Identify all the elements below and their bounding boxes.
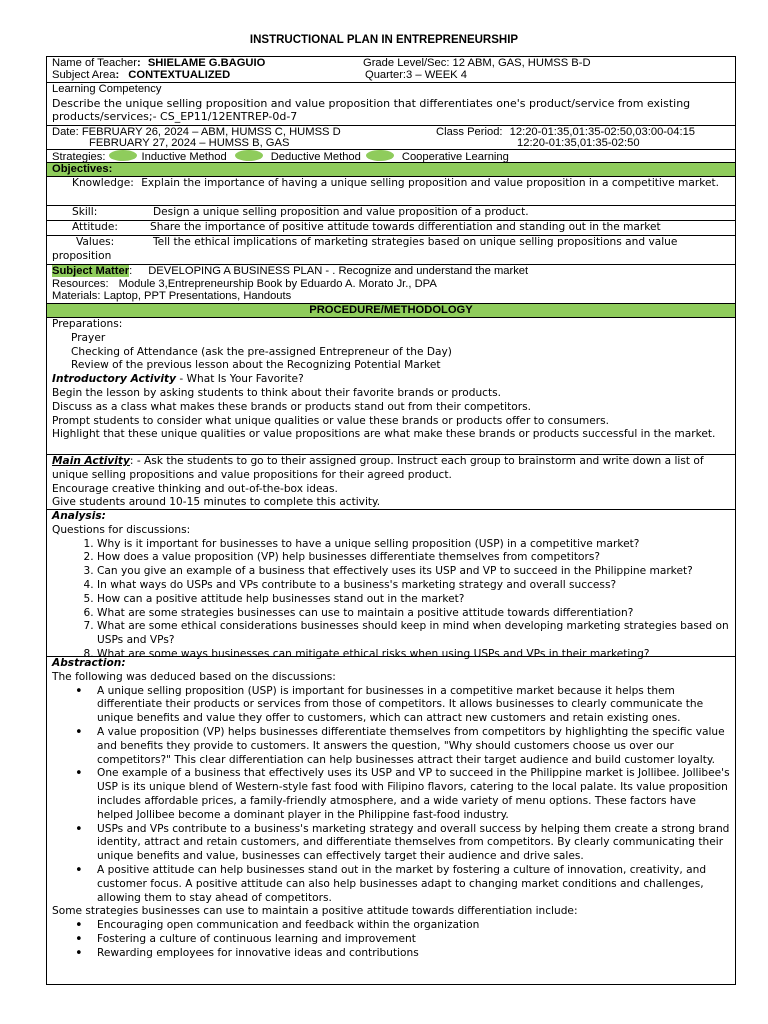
abstraction-point: • USPs and VPs contribute to a business's marketing strategy and overall success by helping them create a strong brand identity, attract and retain customers, and differentiate themselves from competitors. By clearly communicating their unique benefits and value, businesses can effectively target their audience and drive sales. (97, 823, 730, 864)
intro-line: Prompt students to consider what unique qualities or value these brands or products offer to consumers. (52, 414, 609, 427)
question-item: 8. What are some ways businesses can mitigate ethical risks when using USPs and VPs in their marketing? (97, 648, 730, 662)
intro-activity-label: Introductory Activity (52, 373, 176, 386)
class-period-label: Class Period: (436, 126, 503, 138)
intro-line: Highlight that these unique qualities or value propositions are what make these brands or products successful in the market. (52, 428, 716, 441)
objective-attitude (47, 221, 735, 236)
question-item: 2. How does a value proposition (VP) help businesses differentiate themselves from competitors? (97, 551, 730, 565)
abstraction-point: • A unique selling proposition (USP) is important for businesses in a competitive market because it helps them differentiate their products or services from those of competitors. It allows businesses to clearly communicate the unique benefits and value they offer to customers, which can attract new customers and retain existing ones. (97, 685, 730, 726)
date-line-2: FEBRUARY 27, 2024 – HUMSS B, GAS (89, 137, 290, 149)
date-row (47, 126, 735, 150)
subject-matter-topic: DEVELOPING A BUSINESS PLAN - . Recognize and understand the market (148, 265, 529, 277)
main-activity-line: Give students around 10-15 minutes to complete this activity. (52, 496, 381, 509)
strategy-point: • Fostering a culture of continuous learning and improvement (97, 933, 730, 947)
attitude-label: Attitude: (72, 221, 118, 233)
resources-text: Module 3,Entrepreneurship Book by Eduardo A. Morato Jr., DPA (118, 277, 437, 290)
knowledge-text: Explain the importance of having a unique selling proposition and value proposition in a competitive market. (141, 177, 719, 189)
question-item: 4. In what ways do USPs and VPs contribute to a business's marketing strategy and overall success? (97, 579, 730, 593)
plan-table (46, 56, 736, 985)
strategy-point: • Rewarding employees for innovative ideas and contributions (97, 947, 730, 961)
questions-label: Questions for discussions: (52, 523, 191, 536)
strategy-cooperative: Cooperative Learning (401, 151, 509, 163)
attitude-text: Share the importance of positive attitude towards differentiation and standing out in the market (150, 221, 661, 233)
question-item: 7. What are some ethical considerations businesses should keep in mind when developing marketing strategies based on USPs and VPs? (97, 620, 730, 648)
values-label: Values: (76, 236, 115, 248)
question-item: 1. Why is it important for businesses to have a unique selling proposition (USP) in a competitive market? (97, 538, 730, 552)
abstraction-list (52, 685, 730, 906)
learning-competency-row (47, 83, 735, 126)
objectives-header: Objectives: (47, 163, 735, 177)
strategies-row (47, 150, 735, 163)
resources-label: Resources: (52, 277, 109, 290)
abstraction-point: • A value proposition (VP) helps businesses differentiate themselves from competitors by highlighting the specific value and benefits they provide to customers. It answers the question, "Why should customers choose us over our competitors?" This clear differentiation can help businesses attract their target audience and build customer loyalty. (97, 726, 730, 767)
teacher-label: Name of Teacher (52, 57, 137, 69)
abstraction-point: • One example of a business that effectively uses its USP and VP to succeed in the Philippine market is Jollibee. Jollibee's USP is its unique blend of Western-style fast food with Filipino flavors, catering to the local palate. Its value proposition includes affordable prices, a family-friendly atmosphere, and a wide variety of menu options. These factors have helped Jollibee become a dominant player in the Philippine fast-food industry. (97, 767, 730, 822)
skill-text: Design a unique selling proposition and value proposition of a product. (153, 206, 529, 218)
abstraction-intro: The following was deduced based on the discussions: (52, 670, 336, 683)
materials-text: Materials: Laptop, PPT Presentations, Handouts (52, 290, 292, 302)
values-text: Tell the ethical implications of marketing strategies based on unique selling propositions and value proposition (52, 236, 678, 262)
question-list (52, 538, 730, 662)
teacher-subject-row: Name of Teacher: SHIELAME G.BAGUIO Grade Level/Sec: 12 ABM, GAS, HUMSS B-D Subject Area: CONTEXTUALIZED Quarter:3 – WEEK 4 (47, 57, 735, 83)
main-activity-text: : - Ask the students to go to their assigned group. Instruct each group to brainstorm and write down a list of unique selling propositions and value propositions for their agreed product. (52, 455, 704, 481)
main-activity-line: Encourage creative thinking and out-of-the-box ideas. (52, 482, 338, 495)
grade-level: Grade Level/Sec: 12 ABM, GAS, HUMSS B-D (363, 57, 591, 69)
subject-matter-label: Subject Matter (52, 265, 130, 277)
strategy-list (52, 919, 730, 960)
strategy-marker-icon (366, 150, 394, 161)
document-title: INSTRUCTIONAL PLAN IN ENTREPRENEURSHIP (249, 34, 519, 46)
competency-text: Describe the unique selling proposition and value proposition that differentiates one's product/service from existing products/services;- CS_EP11/12ENTREP-0d-7 (52, 96, 691, 124)
question-item: 5. How can a positive attitude help businesses stand out in the market? (97, 593, 730, 607)
competency-label: Learning Competency (52, 83, 162, 95)
teacher-name: SHIELAME G.BAGUIO (147, 57, 266, 69)
question-item: 6. What are some strategies businesses can use to maintain a positive attitude towards differentiation? (97, 607, 730, 621)
objective-knowledge (47, 177, 735, 206)
date-line-1: Date: FEBRUARY 26, 2024 – ABM, HUMSS C, HUMSS D (52, 126, 341, 138)
strategy-marker-icon (235, 150, 263, 161)
abstraction-label: Abstraction: (52, 657, 126, 669)
strategies-label: Strategies: (52, 151, 106, 163)
preparations-label: Preparations: (52, 318, 123, 330)
intro-line: Discuss as a class what makes these brands or products stand out from their competitors. (52, 400, 531, 413)
class-period-2: 12:20-01:35,01:35-02:50 (517, 137, 640, 149)
strategy-point: • Encouraging open communication and feedback within the organization (97, 919, 730, 933)
subject-label: Subject Area (52, 69, 116, 81)
preparations-section (47, 318, 735, 455)
analysis-section (47, 510, 735, 660)
objective-values (47, 236, 735, 265)
subject-value: CONTEXTUALIZED (128, 69, 231, 81)
main-activity-label: Main Activity (52, 455, 130, 467)
question-item: 3. Can you give an example of a business that effectively uses its USP and VP to succeed in the Philippine market? (97, 565, 730, 579)
skill-label: Skill: (72, 206, 98, 218)
abstraction-section (47, 657, 735, 984)
objective-skill (47, 206, 735, 221)
subject-matter-row: Subject Matter: DEVELOPING A BUSINESS PLAN - . Recognize and understand the market Resources: Module 3,Entrepreneurship Book by Eduardo A. Morato Jr., DPA Materials: Laptop, PPT Presentations, Handouts (47, 265, 735, 304)
intro-activity-title: - What Is Your Favorite? (175, 373, 304, 386)
abstraction-point: • A positive attitude can help businesses stand out in the market by fostering a culture of innovation, creativity, and customer focus. A positive attitude can also help businesses adapt to changing market conditions and challenges, allowing them to stay ahead of competitors. (97, 864, 730, 905)
main-activity-section (47, 455, 735, 510)
intro-line: Begin the lesson by asking students to think about their favorite brands or products. (52, 386, 502, 399)
prep-item: Prayer (71, 331, 106, 344)
strategy-deductive: Deductive Method (270, 151, 361, 163)
analysis-label: Analysis: (52, 510, 106, 522)
class-period-1: 12:20-01:35,01:35-02:50,03:00-04:15 (509, 126, 696, 138)
prep-item: Review of the previous lesson about the Recognizing Potential Market (71, 359, 441, 372)
strategies-intro: Some strategies businesses can use to maintain a positive attitude towards differentiation include: (52, 905, 578, 918)
strategy-inductive: Inductive Method (141, 151, 227, 163)
procedure-header: PROCEDURE/METHODOLOGY (47, 304, 735, 318)
prep-item: Checking of Attendance (ask the pre-assigned Entrepreneur of the Day) (71, 345, 452, 358)
strategy-marker-icon (109, 150, 137, 161)
knowledge-label: Knowledge: (72, 177, 134, 189)
quarter: Quarter:3 – WEEK 4 (365, 69, 467, 81)
